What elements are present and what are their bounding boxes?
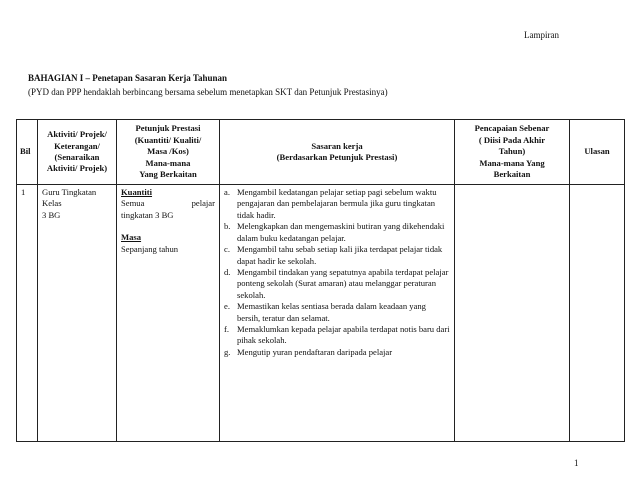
header-aktiviti-line: Aktiviti/ Projek) [46,163,108,174]
list-item [224,187,450,221]
list-text: Melengkapkan dan mengemaskini butiran yang dikehendaki dalam buku kedatangan pelajar. [237,221,445,243]
header-petunjuk-line: Mana-mana [145,157,191,168]
list-item [224,267,450,301]
table-row [17,185,625,442]
header-ulasan: Ulasan [570,120,625,185]
header-petunjuk-line: Yang Berkaitan [139,169,197,180]
cell-bil: 1 [17,185,38,442]
header-aktiviti-line: Keterangan/ [54,140,100,151]
list-marker: e. [224,301,230,312]
header-pencapaian-line: Berkaitan [493,169,531,180]
header-aktiviti [38,120,117,185]
list-text: Mengambil tahu sebab setiap kali jika terdapat pelajar tidak dapat hadir ke sekolah. [237,244,443,266]
spacer [121,221,215,232]
header-petunjuk-line: Petunjuk Prestasi [135,123,201,134]
list-item [224,301,450,324]
list-item [224,324,450,347]
kuantiti-text-a: Semua [121,198,145,209]
cell-aktiviti [38,185,117,442]
list-marker: b. [224,221,231,232]
list-text: Mengutip yuran pendaftaran daripada pelajar [237,346,393,357]
header-aktiviti-line: (Senaraikan [54,152,100,162]
list-marker: d. [224,266,231,277]
header-sasaran-line: (Berdasarkan Petunjuk Prestasi) [276,152,398,162]
aktiviti-line: 3 BG [42,209,61,220]
header-pencapaian-line: Tahun) [498,146,526,157]
header-bil: Bil [17,120,38,185]
masa-text: Sepanjang tahun [121,243,179,254]
header-sasaran-line: Sasaran kerja [311,140,363,151]
cell-ulasan [570,185,625,442]
header-petunjuk-line: (Kuantiti/ Kualiti/ [134,134,202,145]
list-text: Memastikan kelas sentiasa berada dalam keadaan yang bersih, teratur dan selamat. [237,301,426,323]
kuantiti-text-c: tingkatan 3 BG [121,209,174,220]
list-marker: f. [224,324,230,335]
cell-sasaran [220,185,455,442]
list-marker: g. [224,346,231,357]
header-pencapaian-line: Mana-mana Yang [479,157,545,168]
section-note: (PYD dan PPP hendaklah berbincang bersama sebelum menetapkan SKT dan Petunjuk Prestasinya) [28,87,388,97]
kuantiti-label: Kuantiti [121,187,153,197]
list-text: Memaklumkan kepada pelajar apabila terdapat notis baru dari pihak sekolah. [237,324,450,346]
table-header-row [17,120,625,185]
list-marker: c. [224,244,230,255]
header-petunjuk-line: Masa /Kos) [147,146,189,157]
header-aktiviti-line: Aktiviti/ Projek/ [47,129,107,140]
list-marker: a. [224,187,230,197]
list-item [224,221,450,244]
sasaran-list [224,187,450,358]
kuantiti-text-b: pelajar [191,198,215,209]
header-pencapaian-line: Pencapaian Sebenar [474,123,550,134]
cell-pencapaian [455,185,570,442]
kuantiti-line [121,198,215,209]
aktiviti-line: Guru Tingkatan [42,187,97,197]
section-title: BAHAGIAN I – Penetapan Sasaran Kerja Tahunan [28,73,228,83]
header-petunjuk [117,120,220,185]
skt-table [16,119,625,442]
list-text: Mengambil tindakan yang sepatutnya apabila terdapat pelajar ponteng sekolah (Surat amaran) atau melanggar peraturan sekolah. [237,266,449,300]
list-item [224,347,450,358]
list-text: Mengambil kedatangan pelajar setiap pagi sebelum waktu pengajaran dan pembelajaran bermula jika guru tingkatan tidak hadir. [237,187,437,220]
cell-petunjuk [117,185,220,442]
header-sasaran [220,120,455,185]
lampiran-label: Lampiran [524,30,559,40]
masa-label: Masa [121,232,142,243]
aktiviti-line: Kelas [42,198,62,209]
header-pencapaian-line: ( Diisi Pada Akhir [478,134,546,145]
header-pencapaian [455,120,570,185]
list-item [224,244,450,267]
page-number: 1 [574,458,579,468]
